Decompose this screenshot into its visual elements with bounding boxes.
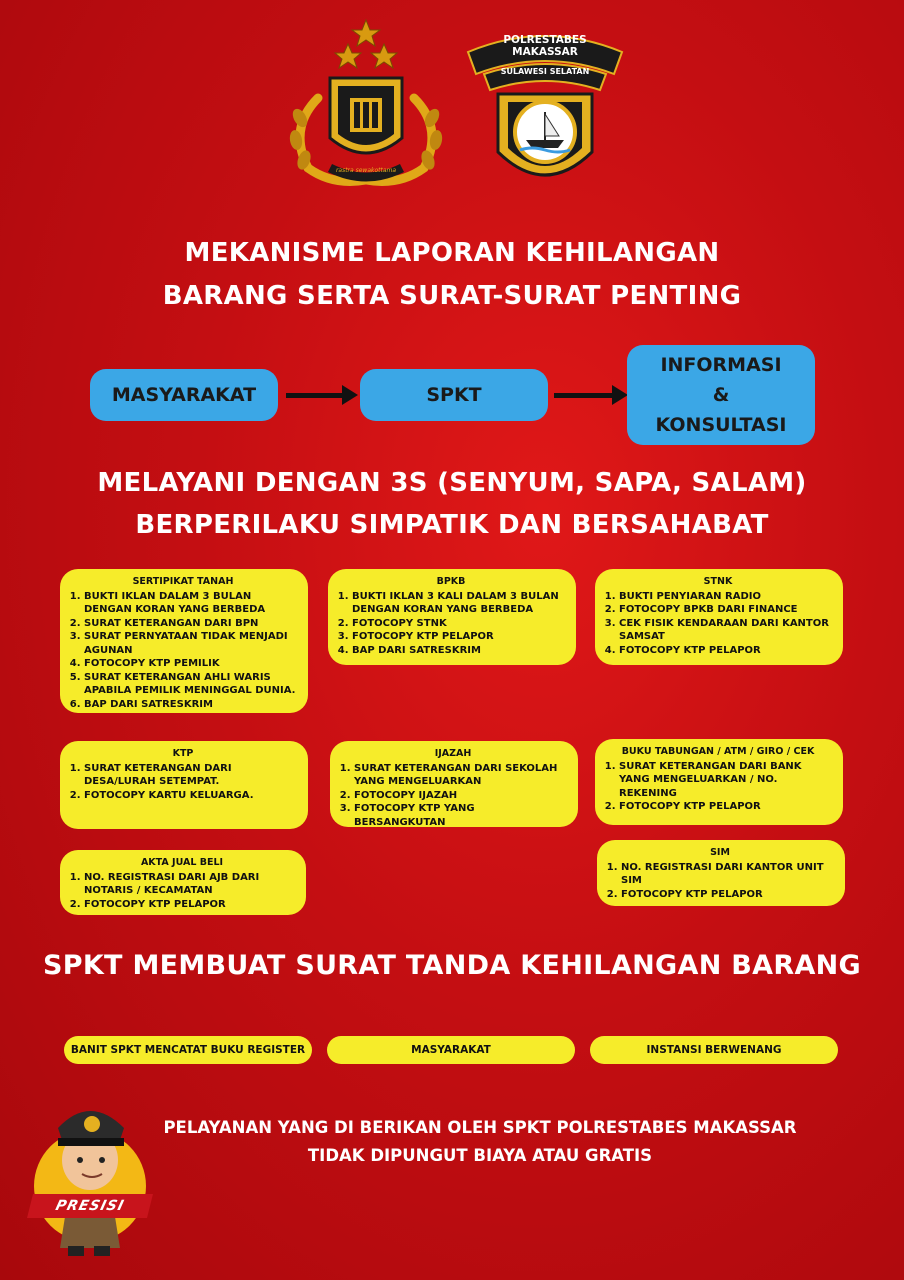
requirement-item: 2. FOTOCOPY KTP PELAPOR — [621, 888, 835, 902]
polri-emblem — [278, 18, 454, 190]
requirement-list — [68, 871, 296, 912]
title-line-2: BARANG SERTA SURAT-SURAT PENTING — [162, 281, 742, 311]
flow-step-informasi — [627, 345, 815, 445]
card-title: BUKU TABUNGAN / ATM / GIRO / CEK — [621, 746, 815, 757]
flow-step-spkt — [360, 369, 548, 421]
flow-step-label: SPKT — [426, 384, 482, 406]
requirement-item: 4. FOTOCOPY KTP PEMILIK — [84, 657, 298, 671]
card-title: AKTA JUAL BELI — [140, 857, 224, 868]
pill-label: MASYARAKAT — [411, 1044, 491, 1056]
requirement-list — [336, 590, 566, 658]
requirement-item: 2. FOTOCOPY BPKB DARI FINANCE — [619, 603, 833, 617]
requirement-list — [605, 861, 835, 902]
requirement-item: 5. SURAT KETERANGAN AHLI WARIS APABILA PEMILIK MENINGGAL DUNIA. — [84, 671, 298, 698]
requirement-item: 1. SURAT KETERANGAN DARI BANK YANG MENGELUARKAN / NO. REKENING — [619, 760, 833, 801]
footer-line-2: TIDAK DIPUNGUT BIAYA ATAU GRATIS — [307, 1146, 653, 1165]
card-stnk — [595, 569, 843, 665]
presisi-badge — [27, 1194, 153, 1218]
card-title: SIM — [710, 847, 730, 858]
requirement-item: 3. CEK FISIK KENDARAAN DARI KANTOR SAMSAT — [619, 617, 833, 644]
card-ktp — [60, 741, 308, 829]
polrestabes-emblem — [462, 22, 628, 202]
presisi-label: PRESISI — [53, 1198, 127, 1214]
motto-line-2: BERPERILAKU SIMPATIK DAN BERSAHABAT — [135, 510, 769, 540]
footer-note — [130, 1114, 830, 1170]
requirement-item: 3. SURAT PERNYATAAN TIDAK MENJADI AGUNAN — [84, 630, 298, 657]
footer-line-1: PELAYANAN YANG DI BERIKAN OLEH SPKT POLRESTABES MAKASSAR — [163, 1118, 797, 1137]
requirement-item: 4. BAP DARI SATRESKRIM — [352, 644, 566, 658]
requirement-item: 1. BUKTI IKLAN 3 KALI DALAM 3 BULAN DENGAN KORAN YANG BERBEDA — [352, 590, 566, 617]
flow-step-masyarakat — [90, 369, 278, 421]
requirement-item: 1. NO. REGISTRASI DARI AJB DARI NOTARIS / KECAMATAN — [84, 871, 296, 898]
spkt-heading: SPKT MEMBUAT SURAT TANDA KEHILANGAN BARANG — [42, 950, 862, 981]
card-title: STNK — [703, 576, 733, 587]
card-bpkb — [328, 569, 576, 665]
requirement-item: 2. FOTOCOPY KARTU KELUARGA. — [84, 789, 298, 803]
requirement-item: 2. FOTOCOPY KTP PELAPOR — [619, 800, 833, 814]
polrestabes-name: POLRESTABES MAKASSAR — [503, 34, 587, 58]
flow-step-label: MASYARAKAT — [111, 384, 257, 406]
flow-arrow-2 — [554, 393, 614, 398]
requirement-list — [603, 760, 833, 814]
requirement-item: 2. FOTOCOPY IJAZAH — [354, 789, 568, 803]
card-buku-tabungan — [595, 739, 843, 825]
pill-label: BANIT SPKT MENCATAT BUKU REGISTER — [70, 1044, 306, 1056]
requirement-list — [68, 590, 298, 712]
title-line-1: MEKANISME LAPORAN KEHILANGAN — [184, 238, 720, 268]
pill-masyarakat — [327, 1036, 575, 1064]
polrestabes-region: SULAWESI SELATAN — [500, 67, 590, 76]
police-mascot — [28, 1086, 152, 1264]
polri-motto: rastra sewakottama — [335, 167, 397, 174]
pill-banit-spkt — [64, 1036, 312, 1064]
requirement-item: 1. SURAT KETERANGAN DARI DESA/LURAH SETEMPAT. — [84, 762, 298, 789]
card-sertipikat-tanah — [60, 569, 308, 713]
requirement-item: 1. BUKTI PENYIARAN RADIO — [619, 590, 833, 604]
pill-label: INSTANSI BERWENANG — [646, 1044, 782, 1056]
requirement-item: 1. SURAT KETERANGAN DARI SEKOLAH YANG MENGELUARKAN — [354, 762, 568, 789]
requirement-item: 3. FOTOCOPY KTP YANG BERSANGKUTAN — [354, 802, 568, 829]
requirement-item: 1. BUKTI IKLAN DALAM 3 BULAN DENGAN KORAN YANG BERBEDA — [84, 590, 298, 617]
requirement-item: 2. FOTOCOPY STNK — [352, 617, 566, 631]
card-title: BPKB — [436, 576, 466, 587]
requirement-item: 6. BAP DARI SATRESKRIM — [84, 698, 298, 712]
flow-arrow-1 — [286, 393, 344, 398]
pill-instansi — [590, 1036, 838, 1064]
requirement-item: 2. FOTOCOPY KTP PELAPOR — [84, 898, 296, 912]
requirement-item: 3. FOTOCOPY KTP PELAPOR — [352, 630, 566, 644]
card-title: KTP — [172, 748, 194, 759]
requirement-item: 4. FOTOCOPY KTP PELAPOR — [619, 644, 833, 658]
requirement-list — [68, 762, 298, 803]
card-title: SERTIPIKAT TANAH — [132, 576, 234, 587]
flow-step-label: KONSULTASI — [655, 414, 787, 436]
card-akta-jual-beli — [60, 850, 306, 915]
motto-line-1: MELAYANI DENGAN 3S (SENYUM, SAPA, SALAM) — [97, 468, 807, 498]
requirement-item: 2. SURAT KETERANGAN DARI BPN — [84, 617, 298, 631]
card-title: IJAZAH — [434, 748, 472, 759]
requirement-list — [338, 762, 568, 830]
requirement-list — [603, 590, 833, 658]
flow-step-label: INFORMASI — [660, 354, 782, 376]
service-motto — [0, 462, 904, 546]
page-title — [0, 232, 904, 318]
requirement-item: 1. NO. REGISTRASI DARI KANTOR UNIT SIM — [621, 861, 835, 888]
card-sim — [597, 840, 845, 906]
flow-step-label: & — [712, 384, 730, 406]
card-ijazah — [330, 741, 578, 827]
